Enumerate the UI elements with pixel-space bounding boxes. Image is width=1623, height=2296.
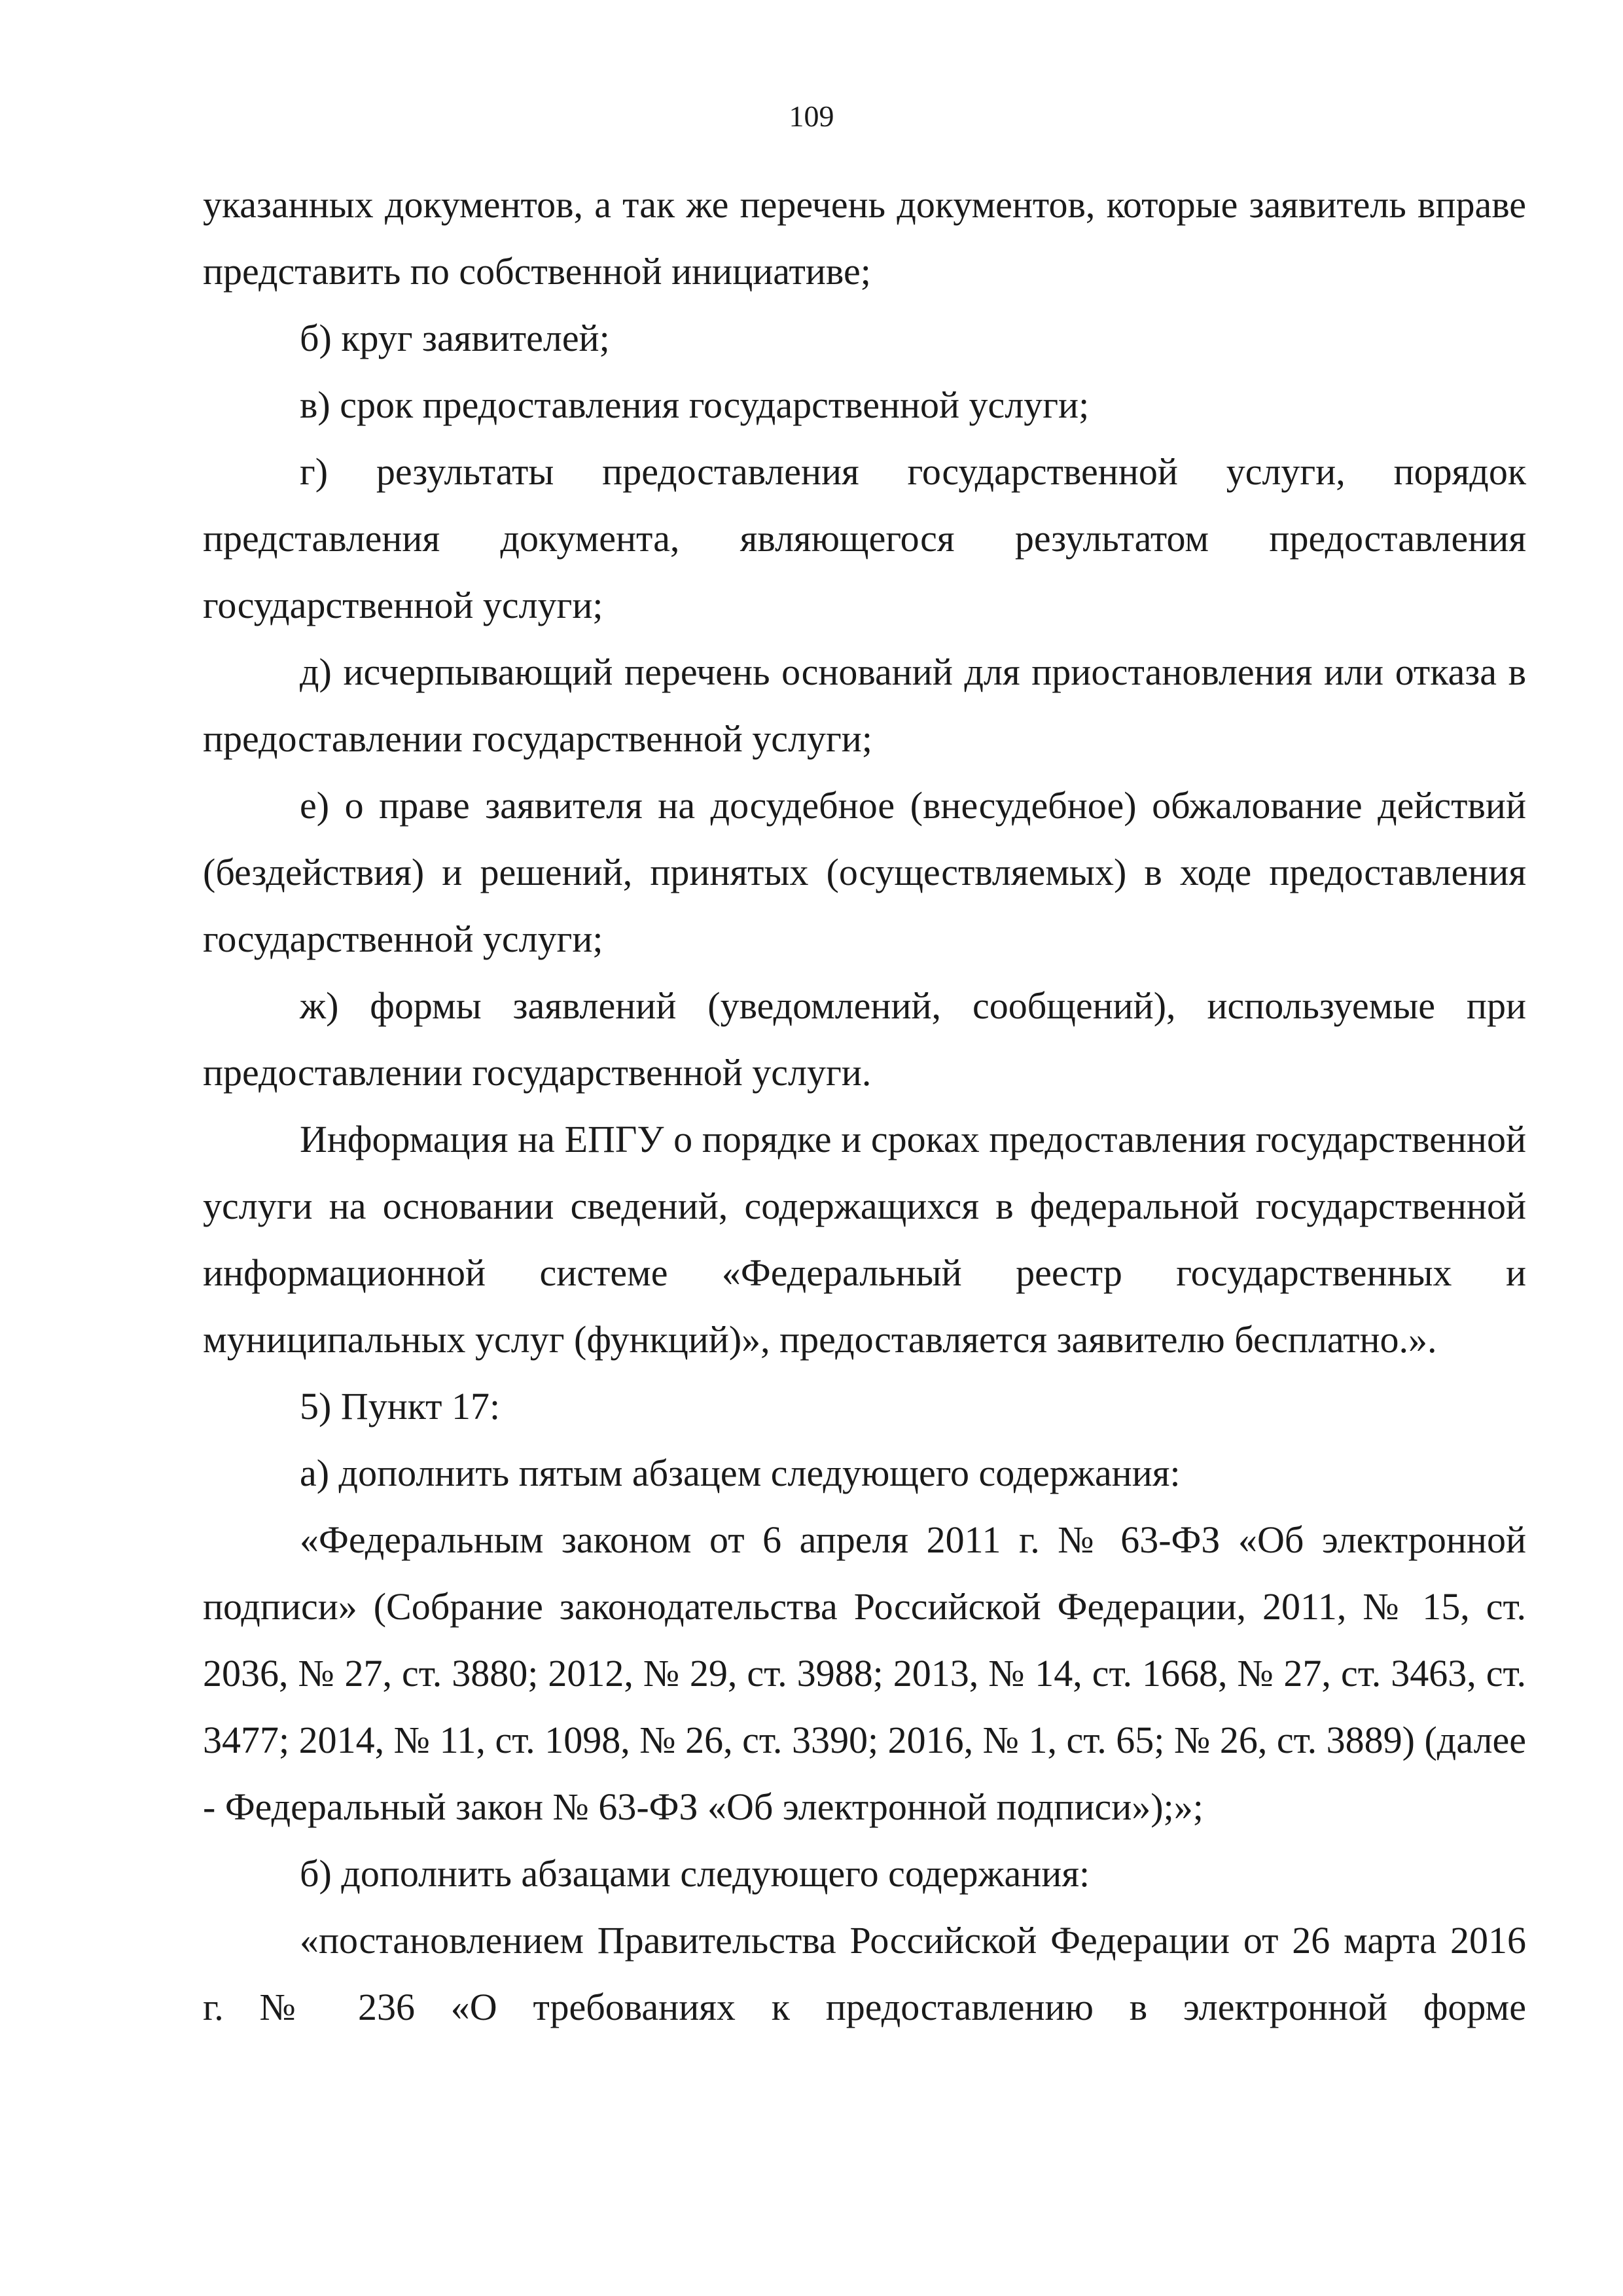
paragraph-subpoint-a: а) дополнить пятым абзацем следующего содержания:: [300, 1452, 1181, 1494]
document-body: [203, 171, 1526, 2041]
paragraph-item-b: б) круг заявителей;: [300, 317, 610, 359]
paragraph-federal-law-63fz: «Федеральным законом от 6 апреля 2011 г. № 63-ФЗ «Об электронной подписи» (Собрание законодательства Российской Федерации, 2011, № 15, ст. 2036, № 27, ст. 3880; 2012, № 29, ст. 3988; 2013, № 14, ст. 1668, № 27, ст. 3463, ст. 3477; 2014, № 11, ст. 1098, № 26, ст. 3390; 2016, № 1, ст. 65; № 26, ст. 3889) (далее - Федеральный закон № 63-ФЗ «Об электронной подписи»);»;: [203, 1518, 1526, 1828]
paragraph-epgu-information: Информация на ЕПГУ о порядке и сроках предоставления государственной услуги на основании сведений, содержащихся в федеральной государственной информационной системе «Федеральный реестр государственных и муниципальных услуг (функций)», предоставляется заявителю бесплатно.».: [203, 1118, 1526, 1361]
paragraph-item-d: д) исчерпывающий перечень оснований для приостановления или отказа в предоставлении государственной услуги;: [203, 651, 1526, 760]
paragraph-point-17: 5) Пункт 17:: [300, 1385, 501, 1427]
paragraph-documents-list-end: указанных документов, а так же перечень документов, которые заявитель вправе представить по собственной инициативе;: [203, 183, 1526, 293]
paragraph-item-zh: ж) формы заявлений (уведомлений, сообщений), используемые при предоставлении государственной услуги.: [203, 984, 1526, 1094]
paragraph-item-e: е) о праве заявителя на досудебное (внесудебное) обжалование действий (бездействия) и решений, принятых (осуществляемых) в ходе предоставления государственной услуги;: [203, 784, 1526, 960]
paragraph-item-v: в) срок предоставления государственной услуги;: [300, 384, 1090, 426]
page-number: 109: [789, 99, 834, 133]
paragraph-item-g: г) результаты предоставления государственной услуги, порядок представления документа, являющегося результатом предоставления государственной услуги;: [203, 450, 1526, 626]
paragraph-government-decree-236: «постановлением Правительства Российской Федерации от 26 марта 2016 г. № 236 «О требованиях к предоставлению в электронной форме: [203, 1919, 1526, 2028]
paragraph-subpoint-b: б) дополнить абзацами следующего содержания:: [300, 1852, 1090, 1895]
